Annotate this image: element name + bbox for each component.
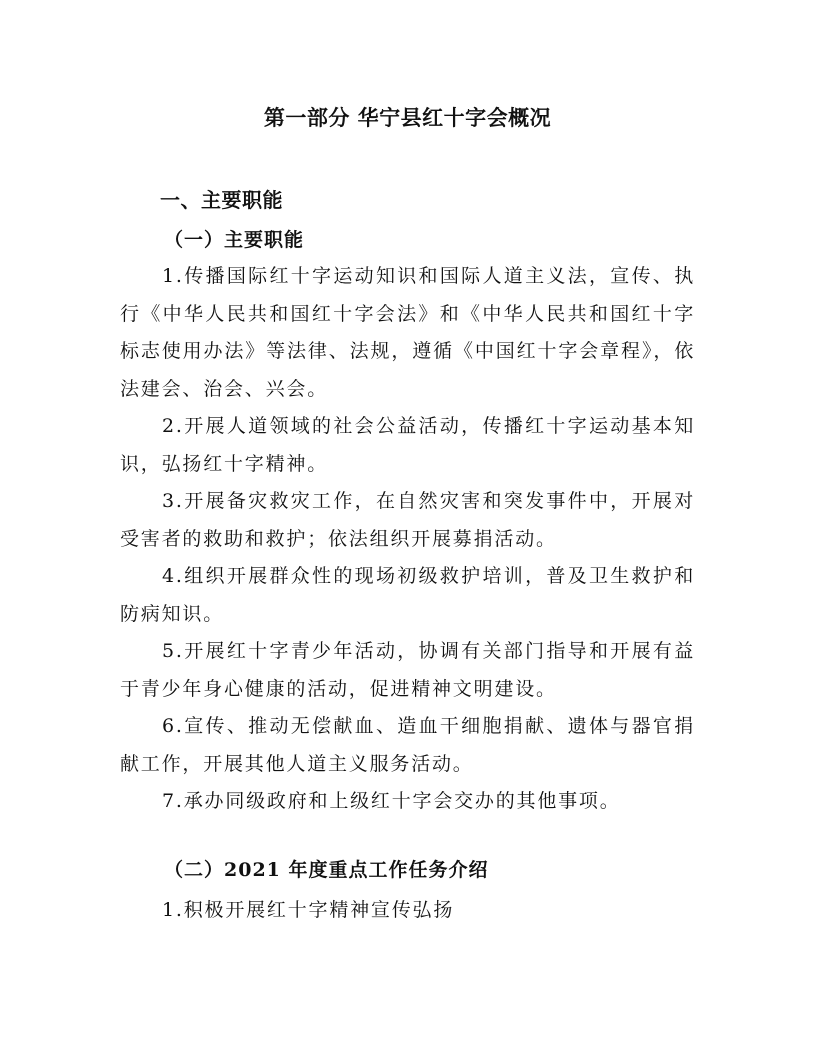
functions-list xyxy=(120,258,695,821)
page-title: 第一部分 华宁县红十字会概况 xyxy=(263,106,552,130)
function-paragraph-6: 6.宣传、推动无偿献血、造血干细胞捐献、遗体与器官捐献工作，开展其他人道主义服务活动。 xyxy=(120,715,695,775)
key-task-item-1: 1.积极开展红十字精神宣传弘扬 xyxy=(162,899,455,921)
function-paragraph-5: 5.开展红十字青少年活动，协调有关部门指导和开展有益于青少年身心健康的活动，促进精神文明建设。 xyxy=(120,640,695,700)
subsection-heading-2021-key-tasks: （二）2021 年度重点工作任务介绍 xyxy=(164,859,489,881)
function-paragraph-2: 2.开展人道领域的社会公益活动，传播红十字运动基本知识，弘扬红十字精神。 xyxy=(120,415,695,475)
section-heading-main-functions: 一、主要职能 xyxy=(160,188,283,212)
function-paragraph-3: 3.开展备灾救灾工作，在自然灾害和突发事件中，开展对受害者的救助和救护；依法组织开展募捐活动。 xyxy=(120,490,695,550)
function-paragraph-4: 4.组织开展群众性的现场初级救护培训，普及卫生救护和防病知识。 xyxy=(120,565,695,625)
function-paragraph-7: 7.承办同级政府和上级红十字会交办的其他事项。 xyxy=(162,790,621,812)
subsection-heading-main-functions: （一）主要职能 xyxy=(164,229,305,251)
function-paragraph-1: 1.传播国际红十字运动知识和国际人道主义法，宣传、执行《中华人民共和国红十字会法》和《中华人民共和国红十字标志使用办法》等法律、法规，遵循《中国红十字会章程》，依法建会、治会、兴会。 xyxy=(120,265,695,400)
